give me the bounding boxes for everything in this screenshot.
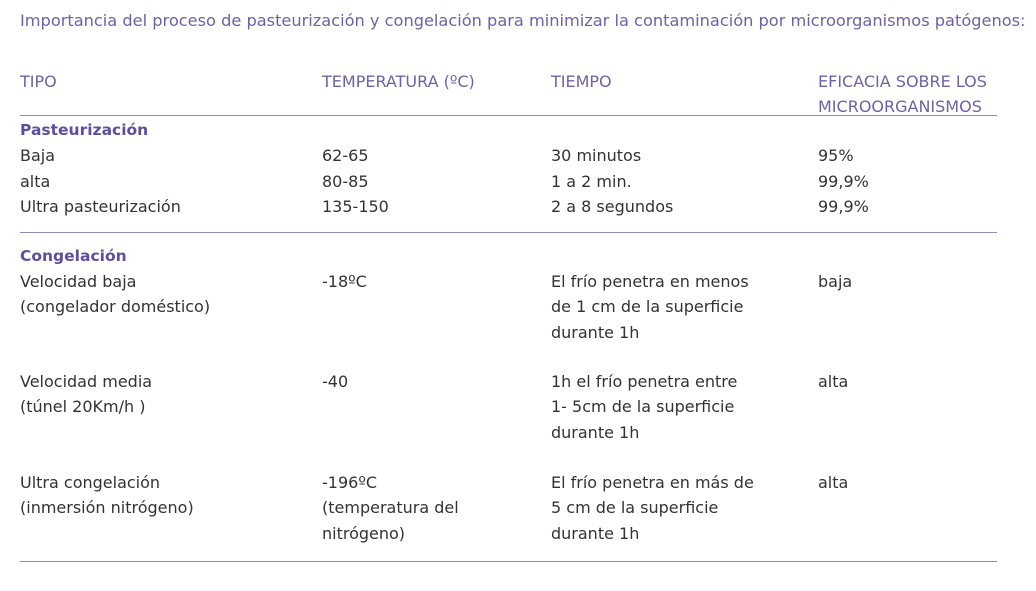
cell-temperatura: 80-85	[322, 172, 369, 191]
section-title-congelacion: Congelación	[20, 247, 127, 265]
cell-tiempo: El frío penetra en más de 5 cm de la superficie durante 1h	[551, 473, 754, 543]
header-eficacia: EFICACIA SOBRE LOS MICROORGANISMOS	[818, 72, 987, 116]
cell-eficacia: 95%	[818, 146, 854, 165]
section-pasteurizacion	[20, 119, 997, 233]
cell-tiempo: El frío penetra en menos de 1 cm de la superficie durante 1h	[551, 272, 749, 342]
cell-tipo: Ultra pasteurización	[20, 197, 181, 216]
section-congelacion	[20, 245, 997, 562]
cell-eficacia: alta	[818, 372, 849, 391]
table-caption: Importancia del proceso de pasteurización y congelación para minimizar la contaminación por microorganismos patógenos:	[20, 11, 1026, 30]
cell-temperatura: -196ºC (temperatura del nitrógeno)	[322, 473, 459, 543]
header-tipo: TIPO	[20, 72, 57, 91]
cell-eficacia: 99,9%	[818, 172, 869, 191]
cell-tiempo: 1 a 2 min.	[551, 172, 632, 191]
cell-tipo: alta	[20, 172, 51, 191]
header-temperatura: TEMPERATURA (ºC)	[322, 72, 475, 91]
cell-tipo: Velocidad baja (congelador doméstico)	[20, 272, 211, 317]
cell-eficacia: alta	[818, 473, 849, 492]
cell-temperatura: -18ºC	[322, 272, 367, 291]
section-title-pasteurizacion: Pasteurización	[20, 121, 149, 139]
cell-tipo: Ultra congelación (inmersión nitrógeno)	[20, 473, 194, 518]
header-tiempo: TIEMPO	[551, 72, 612, 91]
cell-temperatura: 62-65	[322, 146, 369, 165]
cell-eficacia: 99,9%	[818, 197, 869, 216]
cell-temperatura: 135-150	[322, 197, 389, 216]
cell-tiempo: 1h el frío penetra entre 1- 5cm de la superficie durante 1h	[551, 372, 738, 442]
table-header	[20, 69, 997, 116]
cell-tiempo: 2 a 8 segundos	[551, 197, 674, 216]
cell-tiempo: 30 minutos	[551, 146, 642, 165]
cell-eficacia: baja	[818, 272, 853, 291]
cell-tipo: Velocidad media (túnel 20Km/h )	[20, 372, 153, 417]
cell-tipo: Baja	[20, 146, 56, 165]
cell-temperatura: -40	[322, 372, 349, 391]
